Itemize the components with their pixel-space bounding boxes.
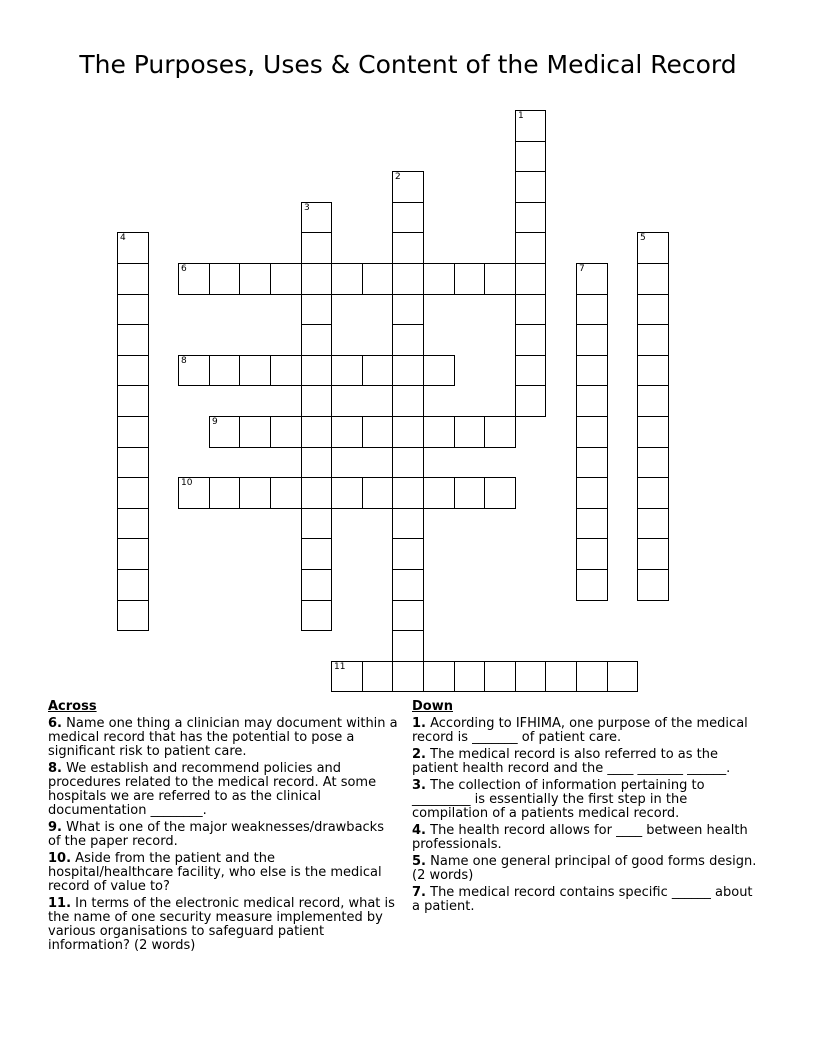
grid-cell[interactable] [515,294,546,325]
page-title: The Purposes, Uses & Content of the Medical Record [79,50,737,79]
clue-number: 3. [412,778,426,793]
grid-cell[interactable] [117,294,149,325]
cell-number: 3 [304,203,310,213]
grid-cell[interactable] [392,416,424,448]
grid-cell[interactable] [209,416,240,448]
grid-cell[interactable] [270,355,302,386]
grid-cell[interactable] [515,355,546,386]
grid-cell[interactable] [270,477,302,509]
cell-number: 7 [579,264,585,274]
grid-cell[interactable] [392,202,424,233]
grid-cell[interactable] [484,661,516,692]
grid-cell[interactable] [117,600,149,631]
down-clues [412,700,762,917]
grid-cell[interactable] [576,538,608,570]
grid-cell[interactable] [515,232,546,264]
cell-number: 4 [120,233,126,243]
grid-cell[interactable] [301,508,332,539]
grid-cell[interactable] [362,355,393,386]
grid-cell[interactable] [301,569,332,601]
down-clue-1 [412,717,762,745]
grid-cell[interactable] [423,661,455,692]
grid-cell[interactable] [637,477,669,509]
grid-cell[interactable] [178,263,210,295]
grid-cell[interactable] [515,171,546,203]
clue-text: Aside from the patient and the hospital/healthcare facility, who else is the medical record of value to? [48,851,382,894]
grid-cell[interactable] [209,263,240,295]
grid-cell[interactable] [454,661,485,692]
grid-cell[interactable] [301,294,332,325]
grid-cell[interactable] [392,324,424,356]
grid-cell[interactable] [576,447,608,478]
grid-cell[interactable] [331,477,363,509]
grid-cell[interactable] [301,447,332,478]
grid-cell[interactable] [392,477,424,509]
grid-cell[interactable] [117,447,149,478]
cell-number: 8 [181,356,187,366]
down-clue-2 [412,748,762,776]
grid-cell[interactable] [301,416,332,448]
grid-cell[interactable] [301,385,332,417]
grid-cell[interactable] [117,355,149,386]
grid-cell[interactable] [209,355,240,386]
grid-cell[interactable] [392,630,424,662]
grid-cell[interactable] [301,202,332,233]
grid-cell[interactable] [637,538,669,570]
grid-cell[interactable] [331,355,363,386]
grid-cell[interactable] [392,569,424,601]
grid-cell[interactable] [117,324,149,356]
clue-number: 1. [412,716,426,731]
grid-cell[interactable] [454,263,485,295]
clue-text: Name one thing a clinician may document within a medical record that has the potential to pose a significant risk to patient care. [48,716,398,759]
grid-cell[interactable] [117,508,149,539]
grid-cell[interactable] [637,447,669,478]
grid-cell[interactable] [301,232,332,264]
grid-cell[interactable] [484,416,516,448]
grid-cell[interactable] [515,661,546,692]
grid-cell[interactable] [331,263,363,295]
grid-cell[interactable] [270,416,302,448]
grid-cell[interactable] [576,661,608,692]
grid-cell[interactable] [301,263,332,295]
grid-cell[interactable] [117,477,149,509]
clue-number: 8. [48,761,62,776]
grid-cell[interactable] [301,600,332,631]
cell-number: 9 [212,417,218,427]
grid-cell[interactable] [392,171,424,203]
grid-cell[interactable] [392,600,424,631]
grid-cell[interactable] [576,263,608,295]
grid-cell[interactable] [392,385,424,417]
grid-cell[interactable] [607,661,638,692]
grid-cell[interactable] [331,661,363,692]
clue-text: The health record allows for ____ between health professionals. [412,823,748,852]
grid-cell[interactable] [331,416,363,448]
grid-cell[interactable] [576,416,608,448]
grid-cell[interactable] [239,416,271,448]
grid-cell[interactable] [301,477,332,509]
clue-number: 7. [412,885,426,900]
grid-cell[interactable] [637,324,669,356]
across-clue-10 [48,852,400,894]
cell-number: 11 [334,662,346,672]
cell-number: 10 [181,478,193,488]
clue-text: What is one of the major weaknesses/drawbacks of the paper record. [48,820,384,849]
grid-cell[interactable] [239,355,271,386]
grid-cell[interactable] [423,416,455,448]
cell-number: 2 [395,172,401,182]
clue-text: We establish and recommend policies and procedures related to the medical record. At some hospitals we are referred to as the clinical documentation ________. [48,761,377,818]
grid-cell[interactable] [117,263,149,295]
grid-cell[interactable] [423,355,455,386]
grid-cell[interactable] [515,202,546,233]
grid-cell[interactable] [392,508,424,539]
grid-cell[interactable] [545,661,577,692]
across-clue-6 [48,717,400,759]
grid-cell[interactable] [117,416,149,448]
grid-cell[interactable] [117,569,149,601]
across-clue-11 [48,897,400,953]
clue-number: 11. [48,896,72,911]
grid-cell[interactable] [392,447,424,478]
grid-cell[interactable] [362,477,393,509]
clue-number: 2. [412,747,426,762]
grid-cell[interactable] [637,508,669,539]
grid-cell[interactable] [637,416,669,448]
grid-cell[interactable] [392,294,424,325]
grid-cell[interactable] [392,232,424,264]
grid-cell[interactable] [178,355,210,386]
clue-text: Name one general principal of good forms design. (2 words) [412,854,757,883]
cell-number: 5 [640,233,646,243]
down-heading: Down [412,699,453,714]
grid-cell[interactable] [576,385,608,417]
down-clue-3 [412,779,762,821]
grid-cell[interactable] [301,355,332,386]
grid-cell[interactable] [576,324,608,356]
grid-cell[interactable] [637,232,669,264]
down-clue-4 [412,824,762,852]
clue-number: 4. [412,823,426,838]
grid-cell[interactable] [484,477,516,509]
grid-cell[interactable] [392,661,424,692]
grid-cell[interactable] [117,538,149,570]
grid-cell[interactable] [423,477,455,509]
across-clues [48,700,400,956]
across-heading: Across [48,699,97,714]
grid-cell[interactable] [515,141,546,172]
grid-cell[interactable] [362,661,393,692]
grid-cell[interactable] [423,263,455,295]
grid-cell[interactable] [576,569,608,601]
across-clue-8 [48,762,400,818]
grid-cell[interactable] [270,263,302,295]
grid-cell[interactable] [392,263,424,295]
grid-cell[interactable] [637,355,669,386]
grid-cell[interactable] [637,263,669,295]
grid-cell[interactable] [576,508,608,539]
grid-cell[interactable] [209,477,240,509]
cell-number: 6 [181,264,187,274]
grid-cell[interactable] [484,263,516,295]
clue-text: According to IFHIMA, one purpose of the medical record is _______ of patient care. [412,716,748,745]
grid-cell[interactable] [362,416,393,448]
grid-cell[interactable] [301,324,332,356]
grid-cell[interactable] [515,385,546,417]
grid-cell[interactable] [576,477,608,509]
across-clue-9 [48,821,400,849]
grid-cell[interactable] [576,294,608,325]
grid-cell[interactable] [117,385,149,417]
grid-cell[interactable] [239,263,271,295]
down-clue-5 [412,855,762,883]
grid-cell[interactable] [637,385,669,417]
down-clue-7 [412,886,762,914]
grid-cell[interactable] [515,263,546,295]
clue-number: 6. [48,716,62,731]
grid-cell[interactable] [515,324,546,356]
grid-cell[interactable] [301,538,332,570]
grid-cell[interactable] [515,110,546,142]
clue-text: The medical record is also referred to as the patient health record and the ____ _______ ______. [412,747,731,776]
grid-cell[interactable] [576,355,608,386]
clue-text: In terms of the electronic medical record, what is the name of one security measure implemented by various organisations to safeguard patient information? (2 words) [48,896,395,953]
grid-cell[interactable] [178,477,210,509]
clue-text: The collection of information pertaining to _________ is essentially the first step in the compilation of a patients medical record. [412,778,705,821]
cell-number: 1 [518,111,524,121]
clue-number: 10. [48,851,72,866]
grid-cell[interactable] [454,416,485,448]
grid-cell[interactable] [637,569,669,601]
grid-cell[interactable] [117,232,149,264]
clue-text: The medical record contains specific ______ about a patient. [412,885,753,914]
grid-cell[interactable] [392,538,424,570]
clue-number: 9. [48,820,62,835]
grid-cell[interactable] [362,263,393,295]
grid-cell[interactable] [392,355,424,386]
grid-cell[interactable] [454,477,485,509]
grid-cell[interactable] [239,477,271,509]
grid-cell[interactable] [637,294,669,325]
clue-number: 5. [412,854,426,869]
